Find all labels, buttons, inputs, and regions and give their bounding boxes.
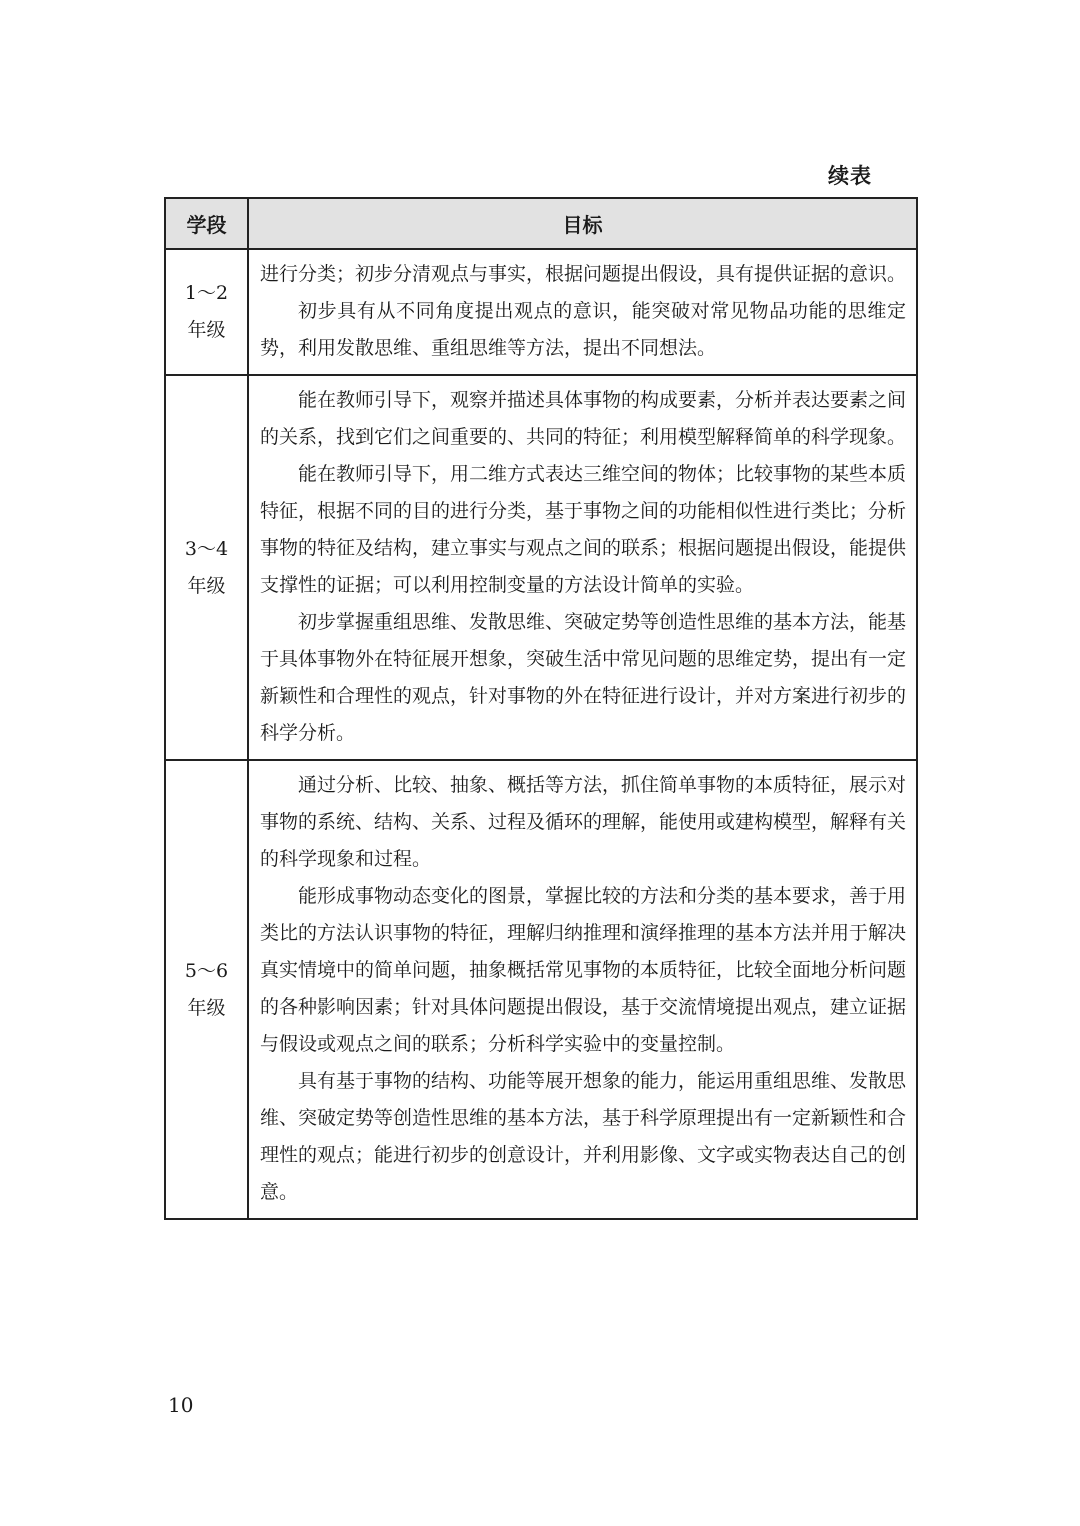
stage-range: 3～4 (184, 537, 229, 560)
goal-paragraph: 能在教师引导下，用二维方式表达三维空间的物体；比较事物的某些本质特征，根据不同的目的进行分类，基于事物之间的功能相似性进行类比；分析事物的特征及结构，建立事实与观点之间的联系；根据问题提出假设，能提供支撑性的证据；可以利用控制变量的方法设计简单的实验。 (260, 463, 907, 596)
grade-goals-table (164, 197, 918, 1220)
table-header-row (165, 198, 917, 249)
stage-label: 年级 (187, 574, 226, 597)
header-stage: 学段 (165, 198, 248, 249)
page-number: 10 (168, 1393, 194, 1417)
goal-cell (248, 249, 917, 375)
goal-paragraph: 初步具有从不同角度提出观点的意识，能突破对常见物品功能的思维定势，利用发散思维、重组思维等方法，提出不同想法。 (260, 300, 906, 359)
stage-range: 1～2 (184, 282, 229, 304)
goal-paragraph: 能形成事物动态变化的图景，掌握比较的方法和分类的基本要求，善于用类比的方法认识事物的特征，理解归纳推理和演绎推理的基本方法并用于解决真实情境中的简单问题，抽象概括常见事物的本质特征，比较全面地分析问题的各种影响因素；针对具体问题提出假设，基于交流情境提出观点，建立证据与假设或观点之间的联系；分析科学实验中的变量控制。 (260, 885, 907, 1055)
goal-cell (248, 375, 917, 760)
continued-table-label: 续表 (828, 164, 872, 188)
table-row-grade-5-6 (165, 760, 917, 1219)
stage-cell (165, 375, 248, 760)
goal-paragraph: 能在教师引导下，观察并描述具体事物的构成要素，分析并表达要素之间的关系，找到它们之间重要的、共同的特征；利用模型解释简单的科学现象。 (260, 389, 907, 448)
goal-paragraph: 初步掌握重组思维、发散思维、突破定势等创造性思维的基本方法，能基于具体事物外在特征展开想象，突破生活中常见问题的思维定势，提出有一定新颖性和合理性的观点，针对事物的外在特征进行设计，并对方案进行初步的科学分析。 (260, 611, 907, 744)
stage-range: 5～6 (184, 959, 229, 982)
stage-cell (165, 760, 248, 1219)
stage-label: 年级 (187, 319, 226, 341)
goal-paragraph: 进行分类；初步分清观点与事实，根据问题提出假设，具有提供证据的意识。 (260, 263, 907, 285)
header-goal: 目标 (248, 198, 917, 249)
stage-cell (165, 249, 248, 375)
goal-cell (248, 760, 917, 1219)
table-row-grade-3-4 (165, 375, 917, 760)
goal-paragraph: 通过分析、比较、抽象、概括等方法，抓住简单事物的本质特征，展示对事物的系统、结构、关系、过程及循环的理解，能使用或建构模型，解释有关的科学现象和过程。 (260, 774, 907, 870)
goal-paragraph: 具有基于事物的结构、功能等展开想象的能力，能运用重组思维、发散思维、突破定势等创造性思维的基本方法，基于科学原理提出有一定新颖性和合理性的观点；能进行初步的创意设计，并利用影像、文字或实物表达自己的创意。 (260, 1070, 907, 1203)
table-row-grade-1-2 (165, 249, 917, 375)
stage-label: 年级 (187, 996, 226, 1019)
